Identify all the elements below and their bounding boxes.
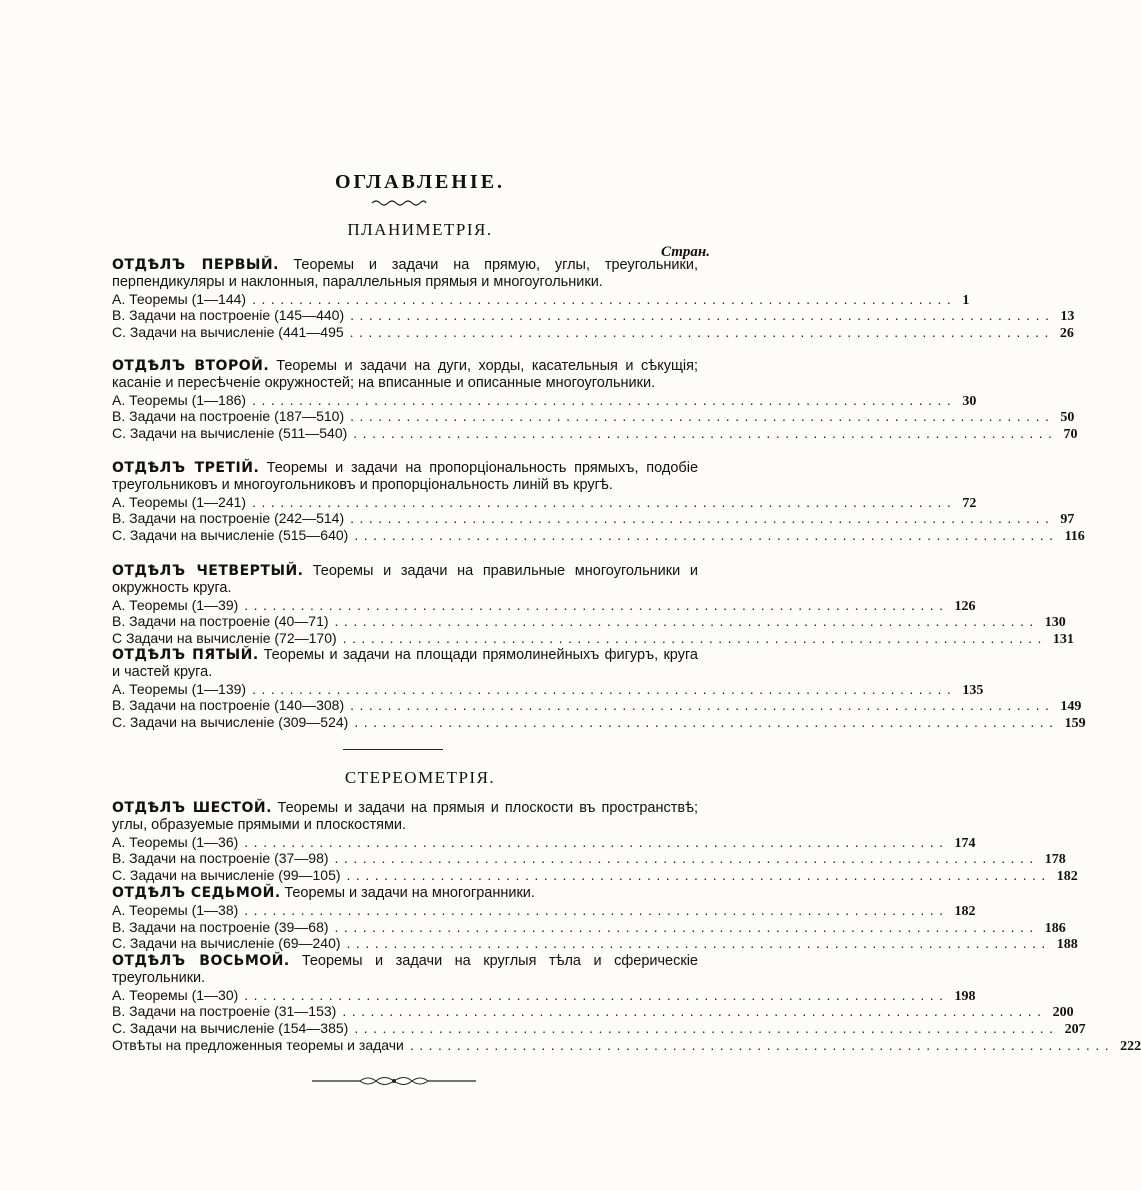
entry-page: 116 — [1064, 529, 1085, 545]
dept-title: ОТДѢЛЪ ТРЕТІЙ. — [112, 460, 260, 476]
dept-description: Теоремы и задачи на прямыя и плоскости въ пространствѣ; углы, образуемые прямыми и плоскостями. — [112, 800, 699, 833]
entry-page: 13 — [1060, 309, 1075, 325]
entry-label: C Задачи на вычисленіе (72—170) — [112, 630, 337, 647]
entry-page: 198 — [954, 988, 976, 1004]
section-heading — [112, 257, 698, 291]
toc-entry[interactable]: A. Теоремы (1—144) ........................................................................... 1 — [112, 290, 970, 308]
toc-section-2 — [112, 358, 1078, 443]
section-heading — [112, 800, 698, 834]
entry-page: 126 — [954, 598, 976, 614]
entry-page: 182 — [954, 903, 976, 919]
entry-page: 135 — [962, 682, 984, 698]
toc-entry[interactable]: B. Задачи на построеніе (140—308) ........................................................................... 149 — [112, 697, 1082, 715]
dept-title: ОТДѢЛЪ ВОСЬМОЙ. — [112, 953, 290, 969]
toc-entry[interactable]: A. Теоремы (1—186) ........................................................................... 30 — [112, 391, 977, 409]
dept-description: Теоремы и задачи на дуги, хорды, касательныя и сѣкущія; касаніе и пересѣченіе окружностей; на вписанные и описанные многоугольники. — [112, 358, 698, 391]
dept-title: ОТДѢЛЪ ШЕСТОЙ. — [112, 800, 272, 816]
entry-label: A. Теоремы (1—144) — [112, 290, 247, 307]
toc-section-1 — [112, 257, 1075, 342]
toc-entry[interactable]: C. Задачи на вычисленіе (511—540) ........................................................................... 70 — [112, 425, 1078, 443]
toc-entry[interactable]: C. Задачи на вычисленіе (69—240) ........................................................................... 188 — [112, 935, 1078, 953]
entry-label: C. Задачи на вычисленіе (515—640) — [112, 527, 349, 544]
entry-label: C. Задачи на вычисленіе (99—105) — [112, 867, 341, 884]
toc-entry[interactable]: A. Теоремы (1—139) ........................................................................... 135 — [112, 680, 984, 698]
entry-page: 149 — [1060, 699, 1082, 715]
entry-label: A. Теоремы (1—30) — [112, 986, 239, 1003]
section-heading — [112, 563, 698, 597]
dept-description: Теоремы и задачи на площади прямолинейныхъ фигуръ, круга и частей круга. — [112, 647, 698, 680]
toc-section-5 — [112, 647, 1086, 732]
toc-section-3 — [112, 460, 1085, 545]
section-divider — [343, 749, 443, 750]
entry-page: 207 — [1064, 1022, 1086, 1038]
entry-label: A. Теоремы (1—36) — [112, 833, 239, 850]
entry-label: A. Теоремы (1—241) — [112, 493, 247, 510]
toc-entry[interactable]: C Задачи на вычисленіе (72—170) ........................................................................... 131 — [112, 630, 1074, 648]
entry-page: 30 — [962, 393, 977, 409]
entry-page: 131 — [1052, 632, 1074, 648]
entry-page: 200 — [1052, 1005, 1074, 1021]
dept-title: ОТДѢЛЪ СЕДЬМОЙ. — [112, 885, 281, 901]
entry-page: 222 — [1120, 1038, 1141, 1054]
toc-entry[interactable]: B. Задачи на построеніе (145—440) ........................................................................... 13 — [112, 307, 1075, 325]
entry-label: Отвѣты на предложенныя теоремы и задачи — [112, 1036, 404, 1053]
entry-label: C. Задачи на вычисленіе (69—240) — [112, 935, 341, 952]
toc-entry[interactable]: C. Задачи на вычисленіе (309—524) ........................................................................... 159 — [112, 714, 1086, 732]
toc-entry[interactable]: B. Задачи на построеніе (37—98) ........................................................................... 178 — [112, 850, 1066, 868]
entry-label: A. Теоремы (1—38) — [112, 901, 239, 918]
entry-label: C. Задачи на вычисленіе (511—540) — [112, 425, 348, 442]
entry-page: 159 — [1064, 716, 1086, 732]
toc-entry[interactable]: C. Задачи на вычисленіе (99—105) ........................................................................... 182 — [112, 867, 1078, 885]
toc-entry[interactable]: C. Задачи на вычисленіе (515—640) ........................................................................... 116 — [112, 527, 1085, 545]
entry-label: B. Задачи на построеніе (145—440) — [112, 307, 345, 324]
stereometry-heading: СТЕРЕОМЕТРІЯ. — [344, 768, 496, 787]
entry-page: 174 — [954, 835, 976, 851]
section-heading — [112, 647, 698, 681]
entry-page: 130 — [1044, 615, 1066, 631]
toc-entry[interactable]: B. Задачи на построеніе (31—153) ........................................................................... 200 — [112, 1003, 1074, 1021]
section-heading — [112, 885, 698, 902]
section-heading — [112, 358, 698, 392]
entry-label: B. Задачи на построеніе (140—308) — [112, 697, 345, 714]
dept-description: Теоремы и задачи на пропорціональность прямыхъ, подобіе треугольниковъ и многоугольниковъ и пропорціональность линій въ кругѣ. — [112, 460, 699, 493]
toc-entry[interactable]: C. Задачи на вычисленіе (441—495 ........................................................................... 26 — [112, 324, 1074, 342]
entry-label: C. Задачи на вычисленіе (154—385) — [112, 1020, 349, 1037]
toc-entry[interactable]: A. Теоремы (1—39) ........................................................................... 126 — [112, 596, 976, 614]
entry-label: A. Теоремы (1—39) — [112, 596, 239, 613]
entry-label: B. Задачи на построеніе (31—153) — [112, 1003, 337, 1020]
dept-description: Теоремы и задачи на круглыя тѣла и сферическіе треугольники. — [112, 953, 698, 986]
entry-page: 72 — [962, 495, 977, 511]
dept-title: ОТДѢЛЪ ЧЕТВЕРТЫЙ. — [112, 563, 304, 579]
section-heading — [112, 460, 698, 494]
dept-title: ОТДѢЛЪ ПЕРВЫЙ. — [112, 257, 279, 273]
toc-section-8 — [112, 953, 1141, 1054]
planimetry-heading: ПЛАНИМЕТРІЯ. — [347, 220, 493, 239]
entry-label: C. Задачи на вычисленіе (441—495 — [112, 324, 344, 341]
toc-entry[interactable]: A. Теоремы (1—30) ........................................................................... 198 — [112, 986, 976, 1004]
entry-page: 50 — [1060, 410, 1075, 426]
entry-page: 26 — [1059, 326, 1074, 342]
toc-entry[interactable]: C. Задачи на вычисленіе (154—385) ........................................................................... 207 — [112, 1020, 1086, 1038]
entry-page: 182 — [1056, 869, 1078, 885]
dept-description: Теоремы и задачи на правильные многоугольники и окружность круга. — [112, 563, 698, 596]
entry-page: 97 — [1060, 512, 1075, 528]
entry-page: 188 — [1056, 937, 1078, 953]
end-ornament — [312, 1074, 476, 1088]
page-title: ОГЛАВЛЕНІЕ. — [334, 171, 506, 193]
toc-entry[interactable]: Отвѣты на предложенныя теоремы и задачи ........................................................................... 222 — [112, 1036, 1141, 1054]
entry-page: 186 — [1044, 920, 1066, 936]
entry-label: B. Задачи на построеніе (39—68) — [112, 918, 329, 935]
entry-label: B. Задачи на построеніе (242—514) — [112, 510, 345, 527]
dept-description: Теоремы и задачи на многогранники. — [284, 885, 535, 901]
entry-page: 178 — [1044, 852, 1066, 868]
dept-description: Теоремы и задачи на прямую, углы, треугольники, перпендикуляры и наклонныя, параллельныя прямыя и многоугольники. — [112, 257, 699, 290]
toc-entry[interactable]: B. Задачи на построеніе (40—71) ........................................................................... 130 — [112, 613, 1066, 631]
entry-label: B. Задачи на построеніе (187—510) — [112, 408, 345, 425]
dept-title: ОТДѢЛЪ ВТОРОЙ. — [112, 358, 270, 374]
entry-label: B. Задачи на построеніе (40—71) — [112, 613, 329, 630]
entry-label: A. Теоремы (1—139) — [112, 680, 247, 697]
toc-entry[interactable]: A. Теоремы (1—38) ........................................................................... 182 — [112, 901, 976, 919]
toc-section-6 — [112, 800, 1078, 885]
entry-label: C. Задачи на вычисленіе (309—524) — [112, 714, 349, 731]
page-column-label: Стран. — [661, 244, 710, 260]
entry-label: B. Задачи на построеніе (37—98) — [112, 850, 329, 867]
toc-section-4 — [112, 563, 1074, 648]
section-heading — [112, 953, 698, 987]
entry-label: A. Теоремы (1—186) — [112, 391, 247, 408]
toc-entry[interactable]: A. Теоремы (1—241) ........................................................................... 72 — [112, 493, 977, 511]
entry-page: 70 — [1063, 427, 1078, 443]
wavy-ornament — [372, 198, 426, 208]
entry-page: 1 — [962, 292, 970, 308]
toc-entry[interactable]: B. Задачи на построеніе (242—514) ........................................................................... 97 — [112, 510, 1075, 528]
toc-entry[interactable]: A. Теоремы (1—36) ........................................................................... 174 — [112, 833, 976, 851]
toc-section-7 — [112, 885, 1078, 953]
dept-title: ОТДѢЛЪ ПЯТЫЙ. — [112, 647, 259, 663]
toc-entry[interactable]: B. Задачи на построеніе (39—68) ........................................................................... 186 — [112, 918, 1066, 936]
toc-entry[interactable]: B. Задачи на построеніе (187—510) ........................................................................... 50 — [112, 408, 1075, 426]
